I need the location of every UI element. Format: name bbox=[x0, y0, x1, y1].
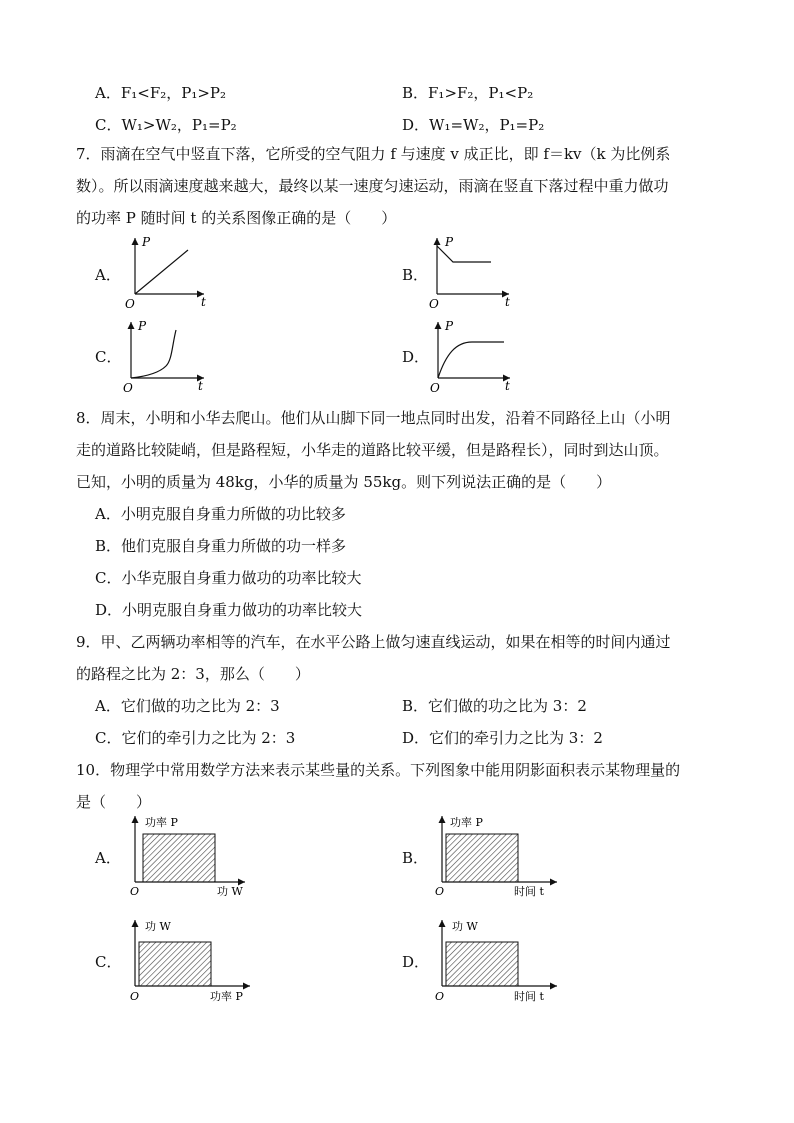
q6-option-b[interactable]: B．F₁>F₂，P₁<P₂ bbox=[402, 84, 534, 102]
q7-graph-c-curve bbox=[131, 330, 176, 378]
q10-label-c[interactable]: C． bbox=[95, 953, 122, 971]
q10-label-b[interactable]: B． bbox=[402, 849, 429, 867]
q7-graph-d-curve bbox=[438, 342, 504, 378]
q7-graph-b-p-label: P bbox=[445, 235, 454, 249]
q7-graph-d bbox=[428, 316, 518, 396]
q10-graph-a-y-label: 功率 P bbox=[145, 816, 178, 829]
q9-option-b[interactable]: B．它们做的功之比为 3：2 bbox=[402, 697, 587, 715]
q10-stem-line-2: 是（ ） bbox=[76, 793, 152, 811]
q10-graph-a-x-label: 功 W bbox=[217, 885, 243, 897]
q10-graph-b-y-label: 功率 P bbox=[450, 816, 483, 829]
q10-graph-b bbox=[432, 812, 567, 897]
q6-option-d[interactable]: D．W₁=W₂，P₁=P₂ bbox=[402, 116, 545, 134]
q7-graph-b-t-label: t bbox=[505, 295, 510, 309]
q7-graph-b bbox=[427, 232, 517, 312]
q10-stem-line-1: 10．物理学中常用数学方法来表示某些量的关系。下列图象中能用阴影面积表示某物理量的 bbox=[76, 761, 681, 779]
q10-graph-b-shaded-area bbox=[446, 834, 518, 882]
q10-graph-c-origin: O bbox=[130, 990, 140, 1003]
q8-option-b[interactable]: B．他们克服自身重力所做的功一样多 bbox=[95, 537, 347, 555]
q7-graph-a-origin: O bbox=[125, 297, 135, 311]
q10-graph-a bbox=[125, 812, 260, 897]
q7-graph-c bbox=[120, 316, 212, 396]
q6-option-a[interactable]: A．F₁<F₂，P₁>P₂ bbox=[95, 84, 227, 102]
q7-graph-a-p-label: P bbox=[142, 235, 151, 249]
q10-label-d[interactable]: D． bbox=[402, 953, 430, 971]
q7-graph-c-t-label: t bbox=[198, 379, 203, 393]
q9-option-a[interactable]: A．它们做的功之比为 2：3 bbox=[95, 697, 280, 715]
q9-stem-line-1: 9．甲、乙两辆功率相等的汽车，在水平公路上做匀速直线运动，如果在相等的时间内通过 bbox=[76, 633, 671, 651]
q7-graph-d-t-label: t bbox=[505, 379, 510, 393]
q7-graph-b-origin: O bbox=[429, 297, 439, 311]
q8-option-d[interactable]: D．小明克服自身重力做功的功率比较大 bbox=[95, 601, 363, 619]
q8-stem-line-2: 走的道路比较陡峭，但是路程短，小华走的道路比较平缓，但是路程长），同时到达山顶。 bbox=[76, 441, 669, 459]
q10-graph-b-origin: O bbox=[435, 885, 445, 897]
q7-graph-a-curve bbox=[135, 250, 188, 294]
q7-label-d[interactable]: D． bbox=[402, 348, 430, 366]
q10-graph-a-origin: O bbox=[130, 885, 140, 897]
q7-stem-line-3: 的功率 P 随时间 t 的关系图像正确的是（ ） bbox=[76, 209, 397, 227]
q7-label-b[interactable]: B． bbox=[402, 266, 429, 284]
q10-graph-c-shaded-area bbox=[139, 942, 211, 986]
q6-option-c[interactable]: C．W₁>W₂，P₁=P₂ bbox=[95, 116, 237, 134]
q10-graph-c-y-label: 功 W bbox=[145, 920, 171, 933]
q10-label-a[interactable]: A． bbox=[95, 849, 121, 867]
q9-option-d[interactable]: D．它们的牵引力之比为 3：2 bbox=[402, 729, 603, 747]
q8-option-a[interactable]: A．小明克服自身重力所做的功比较多 bbox=[95, 505, 346, 523]
q10-graph-b-x-label: 时间 t bbox=[514, 885, 544, 897]
q7-graph-a bbox=[122, 232, 212, 312]
q7-label-c[interactable]: C． bbox=[95, 348, 122, 366]
q10-graph-d bbox=[432, 916, 567, 1004]
q10-graph-a-shaded-area bbox=[143, 834, 215, 882]
q9-option-c[interactable]: C．它们的牵引力之比为 2：3 bbox=[95, 729, 296, 747]
q7-label-a[interactable]: A． bbox=[95, 266, 121, 284]
q7-stem-line-1: 7．雨滴在空气中竖直下落，它所受的空气阻力 f 与速度 v 成正比，即 f＝kv（k 为比例系 bbox=[76, 145, 671, 163]
q10-graph-d-y-label: 功 W bbox=[452, 920, 478, 933]
q10-graph-d-x-label: 时间 t bbox=[514, 990, 544, 1003]
q7-graph-c-origin: O bbox=[123, 381, 133, 395]
q7-graph-d-p-label: P bbox=[445, 319, 454, 333]
q10-graph-c-x-label: 功率 P bbox=[210, 990, 243, 1003]
q9-stem-line-2: 的路程之比为 2：3，那么（ ） bbox=[76, 665, 310, 683]
q8-stem-line-1: 8．周末，小明和小华去爬山。他们从山脚下同一地点同时出发，沿着不同路径上山（小明 bbox=[76, 409, 671, 427]
q8-option-c[interactable]: C．小华克服自身重力做功的功率比较大 bbox=[95, 569, 362, 587]
q7-stem-line-2: 数）。所以雨滴速度越来越大，最终以某一速度匀速运动，雨滴在竖直下落过程中重力做功 bbox=[76, 177, 669, 195]
q8-stem-line-3: 已知，小明的质量为 48kg，小华的质量为 55kg。则下列说法正确的是（ ） bbox=[76, 473, 612, 491]
q7-graph-c-p-label: P bbox=[138, 319, 147, 333]
q7-graph-a-t-label: t bbox=[201, 295, 206, 309]
q7-graph-d-origin: O bbox=[430, 381, 440, 395]
q10-graph-d-shaded-area bbox=[446, 942, 518, 986]
q10-graph-d-origin: O bbox=[435, 990, 445, 1003]
q10-graph-c bbox=[125, 916, 260, 1004]
